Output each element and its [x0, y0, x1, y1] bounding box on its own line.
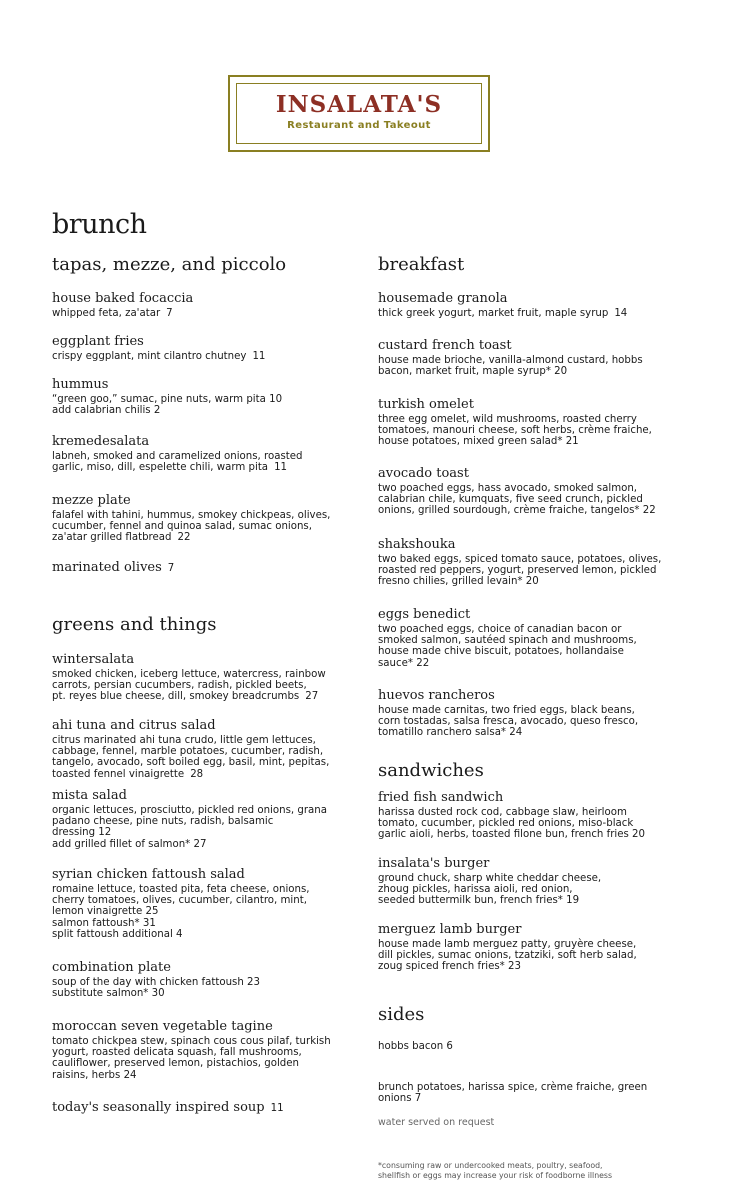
description-line	[378, 705, 690, 716]
menu-item-name	[378, 466, 690, 482]
menu-item-title: today's seasonally inspired soup	[52, 1100, 265, 1115]
menu-item-name	[52, 493, 358, 509]
menu-item-title: eggplant fries	[52, 334, 144, 349]
description-line	[378, 635, 690, 646]
description-line	[378, 1082, 690, 1093]
menu-item-title: merguez lamb burger	[378, 922, 522, 937]
description-text: thick greek yogurt, market fruit, maple syrup	[378, 308, 609, 319]
description-text: lemon vinaigrette 25	[52, 906, 159, 918]
description-text: cauliflower, preserved lemon, pistachios, golden	[52, 1058, 299, 1070]
menu-item-description	[52, 308, 358, 319]
description-text: hobbs bacon 6	[378, 1041, 453, 1052]
description-line	[52, 669, 358, 680]
menu-item-title: custard french toast	[378, 338, 512, 353]
description-line	[52, 532, 358, 543]
description-line	[378, 807, 690, 818]
description-text: brunch potatoes, harissa spice, crème fraiche, green	[378, 1082, 648, 1093]
section-heading-sides: sides	[378, 1004, 425, 1025]
description-line	[378, 646, 690, 657]
description-text: two poached eggs, choice of canadian bacon or	[378, 624, 622, 635]
description-text: onions, grilled sourdough, crème fraiche, tangelos* 22	[378, 505, 656, 517]
menu-item	[378, 466, 690, 517]
menu-item-name	[378, 291, 690, 307]
menu-item-name	[52, 867, 358, 883]
description-line	[378, 895, 690, 906]
description-text: add grilled fillet of salmon* 27	[52, 838, 207, 850]
description-text: seeded buttermilk bun, french fries* 19	[378, 895, 580, 907]
description-text: ground chuck, sharp white cheddar cheese,	[378, 873, 602, 884]
menu-item-description	[52, 884, 358, 940]
description-text: cabbage, fennel, marble potatoes, cucumber, radish,	[52, 746, 324, 758]
description-text: za'atar grilled flatbread	[52, 532, 172, 544]
description-line	[378, 576, 690, 587]
description-text: house made lamb merguez patty, gruyère cheese,	[378, 939, 637, 950]
description-text: zoug spiced french fries* 23	[378, 961, 521, 973]
description-line	[378, 961, 690, 972]
description-text: toasted fennel vinaigrette	[52, 768, 185, 780]
menu-item-name	[52, 960, 358, 976]
description-line	[378, 436, 690, 447]
menu-item-name	[52, 334, 358, 350]
menu-item-price: 22	[177, 532, 191, 544]
description-line	[378, 658, 690, 669]
menu-item-description	[52, 735, 358, 780]
menu-item	[52, 493, 358, 544]
description-line	[52, 521, 358, 532]
logo-inner-frame	[236, 83, 482, 144]
description-line	[52, 1070, 358, 1081]
menu-item	[52, 788, 358, 850]
menu-item	[52, 1019, 358, 1081]
menu-item-description	[52, 977, 358, 999]
restaurant-logo	[228, 75, 490, 152]
disclaimer-line-1: *consuming raw or undercooked meats, poultry, seafood,	[378, 1161, 603, 1170]
menu-item-name	[378, 607, 690, 623]
description-line	[52, 977, 358, 988]
menu-item-title: syrian chicken fattoush salad	[52, 867, 245, 882]
description-text: zhoug pickles, harissa aioli, red onion,	[378, 884, 573, 896]
description-text: “green goo,” sumac, pine nuts, warm pita 10	[52, 394, 283, 405]
menu-item-title: huevos rancheros	[378, 688, 495, 703]
description-line	[378, 884, 690, 895]
description-line	[378, 818, 690, 829]
section-heading-tapas: tapas, mezze, and piccolo	[52, 254, 287, 275]
description-text: house made chive biscuit, potatoes, hollandaise	[378, 646, 624, 658]
menu-item	[52, 377, 358, 416]
menu-item-title: wintersalata	[52, 652, 135, 667]
description-line	[378, 483, 690, 494]
description-text: three egg omelet, wild mushrooms, roasted cherry	[378, 414, 637, 425]
description-line	[378, 939, 690, 950]
description-text: tomato chickpea stew, spinach cous cous pilaf, turkish	[52, 1036, 331, 1047]
description-text: padano cheese, pine nuts, radish, balsamic	[52, 816, 274, 828]
description-line	[52, 805, 358, 816]
description-text: house made carnitas, two fried eggs, black beans,	[378, 705, 635, 716]
menu-item-description	[52, 510, 358, 544]
description-line	[52, 351, 358, 362]
description-line	[378, 1041, 690, 1052]
description-line	[378, 505, 690, 516]
menu-item-description	[378, 873, 690, 907]
description-line	[52, 308, 358, 319]
description-text: cherry tomatoes, olives, cucumber, cilantro, mint,	[52, 895, 307, 907]
menu-item	[52, 718, 358, 780]
description-line	[52, 816, 358, 827]
description-line	[378, 873, 690, 884]
menu-item	[378, 790, 690, 841]
description-line	[52, 510, 358, 521]
description-text: dressing 12	[52, 827, 112, 839]
description-line	[52, 827, 358, 838]
description-line	[378, 1093, 690, 1104]
menu-item-title: housemade granola	[378, 291, 508, 306]
menu-item-description	[378, 414, 690, 448]
description-line	[52, 462, 358, 473]
description-text: dill pickles, sumac onions, tzatziki, soft herb salad,	[378, 950, 637, 962]
description-line	[378, 716, 690, 727]
description-text: garlic aioli, herbs, toasted filone bun, french fries 20	[378, 829, 646, 841]
description-text: fresno chilies, grilled levain* 20	[378, 576, 539, 588]
description-text: garlic, miso, dill, espelette chili, warm pita	[52, 462, 269, 474]
description-text: two poached eggs, hass avocado, smoked salmon,	[378, 483, 638, 494]
description-text: labneh, smoked and caramelized onions, roasted	[52, 451, 303, 462]
description-line	[378, 366, 690, 377]
menu-item-description	[378, 939, 690, 973]
description-line	[52, 394, 358, 405]
description-line	[52, 451, 358, 462]
description-text: falafel with tahini, hummus, smokey chickpeas, olives,	[52, 510, 331, 521]
menu-item-description	[378, 355, 690, 377]
description-line	[378, 494, 690, 505]
menu-item-name	[52, 377, 358, 393]
logo-tagline: Restaurant and Takeout	[287, 120, 431, 131]
logo-name: INSALATA'S	[275, 91, 443, 118]
menu-item	[378, 856, 690, 907]
description-line	[52, 1036, 358, 1047]
menu-item-description	[378, 308, 690, 319]
description-text: tangelo, avocado, soft boiled egg, basil, mint, pepitas,	[52, 757, 330, 769]
menu-item-title: shakshouka	[378, 537, 456, 552]
menu-item-name	[52, 434, 358, 450]
description-text: add calabrian chilis 2	[52, 405, 161, 417]
menu-item	[52, 334, 358, 362]
description-line	[378, 308, 690, 319]
description-text: sauce* 22	[378, 657, 430, 669]
description-line	[52, 769, 358, 780]
description-line	[378, 565, 690, 576]
description-text: carrots, persian cucumbers, radish, pickled beets,	[52, 680, 307, 692]
menu-item-title: fried fish sandwich	[378, 790, 504, 805]
description-text: romaine lettuce, toasted pita, feta cheese, onions,	[52, 884, 310, 895]
menu-item-description	[52, 351, 358, 362]
description-line	[52, 988, 358, 999]
menu-item	[378, 291, 690, 319]
disclaimer-line-2: shellfish or eggs may increase your risk of foodborne illness	[378, 1171, 613, 1180]
description-line	[52, 691, 358, 702]
description-line	[378, 355, 690, 366]
description-text: tomatillo ranchero salsa* 24	[378, 727, 523, 739]
menu-item	[52, 1100, 358, 1117]
menu-item-title: insalata's burger	[378, 856, 490, 871]
menu-item-price: 11	[270, 1103, 284, 1114]
description-text: raisins, herbs 24	[52, 1069, 137, 1081]
menu-item	[52, 960, 358, 999]
menu-item	[52, 291, 358, 319]
menu-item	[52, 652, 358, 703]
section-heading-breakfast: breakfast	[378, 254, 465, 275]
menu-item-title: house baked focaccia	[52, 291, 194, 306]
menu-item-name	[378, 688, 690, 704]
menu-title: brunch	[52, 209, 147, 240]
description-line	[378, 727, 690, 738]
menu-item-title: combination plate	[52, 960, 171, 975]
description-text: tomatoes, manouri cheese, soft herbs, crème fraiche,	[378, 425, 652, 437]
menu-item-description	[378, 1082, 690, 1104]
menu-item-description	[52, 805, 358, 850]
description-text: pt. reyes blue cheese, dill, smokey breadcrumbs	[52, 691, 300, 703]
description-line	[52, 839, 358, 850]
menu-item	[52, 867, 358, 940]
description-line	[378, 624, 690, 635]
description-line	[52, 906, 358, 917]
menu-item-name	[52, 788, 358, 804]
menu-item-name	[378, 537, 690, 553]
description-text: organic lettuces, prosciutto, pickled red onions, grana	[52, 805, 327, 816]
description-line	[378, 950, 690, 961]
menu-item-price: 7	[166, 308, 173, 319]
menu-item-name	[378, 922, 690, 938]
description-line	[52, 735, 358, 746]
description-line	[52, 918, 358, 929]
menu-item	[378, 1081, 690, 1104]
description-text: whipped feta, za'atar	[52, 308, 161, 319]
menu-item-name	[378, 397, 690, 413]
description-line	[378, 425, 690, 436]
description-line	[52, 929, 358, 940]
menu-item-description	[378, 1041, 690, 1052]
menu-item-name	[52, 718, 358, 734]
description-text: soup of the day with chicken fattoush 23	[52, 977, 261, 988]
menu-item-name	[52, 652, 358, 668]
description-text: calabrian chile, kumquats, five seed crunch, pickled	[378, 494, 643, 506]
water-note: water served on request	[378, 1117, 495, 1128]
menu-item-price: 11	[252, 351, 266, 362]
menu-item-name	[52, 1100, 358, 1117]
description-line	[52, 884, 358, 895]
menu-item-title: hummus	[52, 377, 109, 392]
menu-item	[52, 560, 358, 577]
menu-item-description	[52, 1036, 358, 1081]
menu-item-title: kremedesalata	[52, 434, 150, 449]
description-text: harissa dusted rock cod, cabbage slaw, heirloom	[378, 807, 627, 818]
menu-item	[378, 922, 690, 973]
description-text: onions 7	[378, 1093, 422, 1105]
menu-item-description	[378, 554, 690, 588]
menu-item-name	[52, 291, 358, 307]
menu-item-description	[378, 807, 690, 841]
menu-item-title: avocado toast	[378, 466, 469, 481]
description-line	[378, 829, 690, 840]
menu-item-title: turkish omelet	[378, 397, 474, 412]
menu-item	[378, 688, 690, 739]
menu-item-price: 7	[167, 563, 175, 574]
description-text: split fattoush additional 4	[52, 928, 183, 940]
menu-item-price: 11	[274, 462, 288, 474]
description-line	[378, 554, 690, 565]
description-line	[52, 746, 358, 757]
description-line	[378, 414, 690, 425]
menu-item	[52, 434, 358, 473]
menu-item-description	[378, 483, 690, 517]
menu-item-price: 27	[305, 691, 319, 703]
description-text: smoked salmon, sautéed spinach and mushrooms,	[378, 635, 637, 647]
description-text: corn tostadas, salsa fresca, avocado, queso fresco,	[378, 716, 639, 728]
description-text: citrus marinated ahi tuna crudo, little gem lettuces,	[52, 735, 316, 746]
menu-item-title: eggs benedict	[378, 607, 471, 622]
description-text: substitute salmon* 30	[52, 988, 165, 1000]
description-text: smoked chicken, iceberg lettuce, watercress, rainbow	[52, 669, 326, 680]
menu-item-description	[378, 624, 690, 669]
description-text: bacon, market fruit, maple syrup* 20	[378, 366, 568, 378]
description-line	[52, 680, 358, 691]
menu-item-name	[52, 560, 358, 577]
description-text: crispy eggplant, mint cilantro chutney	[52, 351, 247, 362]
description-text: salmon fattoush* 31	[52, 917, 156, 929]
menu-item	[378, 537, 690, 588]
section-heading-greens: greens and things	[52, 614, 217, 635]
menu-item-name	[378, 338, 690, 354]
menu-item-description	[52, 451, 358, 473]
description-line	[52, 895, 358, 906]
description-text: roasted red peppers, yogurt, preserved lemon, pickled	[378, 565, 657, 577]
description-text: tomato, cucumber, pickled red onions, miso-black	[378, 818, 634, 830]
description-line	[52, 405, 358, 416]
menu-item	[378, 607, 690, 669]
menu-item-title: ahi tuna and citrus salad	[52, 718, 216, 733]
description-text: house made brioche, vanilla-almond custard, hobbs	[378, 355, 643, 366]
description-line	[52, 757, 358, 768]
menu-item-name	[378, 856, 690, 872]
menu-item-name	[52, 1019, 358, 1035]
description-text: yogurt, roasted delicata squash, fall mushrooms,	[52, 1047, 302, 1059]
menu-item-title: marinated olives	[52, 560, 162, 575]
menu-item-description	[378, 705, 690, 739]
menu-item	[378, 338, 690, 377]
description-text: two baked eggs, spiced tomato sauce, potatoes, olives,	[378, 554, 662, 565]
description-text: cucumber, fennel and quinoa salad, sumac onions,	[52, 521, 312, 533]
menu-item-title: mista salad	[52, 788, 127, 803]
menu-item	[378, 397, 690, 448]
menu-item	[378, 1040, 690, 1052]
menu-item-price: 28	[190, 768, 204, 780]
description-text: house potatoes, mixed green salad* 21	[378, 436, 579, 448]
section-heading-sandwiches: sandwiches	[378, 760, 484, 781]
menu-item-name	[378, 790, 690, 806]
menu-item-title: mezze plate	[52, 493, 131, 508]
description-line	[52, 1047, 358, 1058]
description-line	[52, 1058, 358, 1069]
menu-item-description	[52, 669, 358, 703]
menu-item-price: 14	[614, 308, 628, 319]
menu-item-description	[52, 394, 358, 416]
menu-item-title: moroccan seven vegetable tagine	[52, 1019, 273, 1034]
